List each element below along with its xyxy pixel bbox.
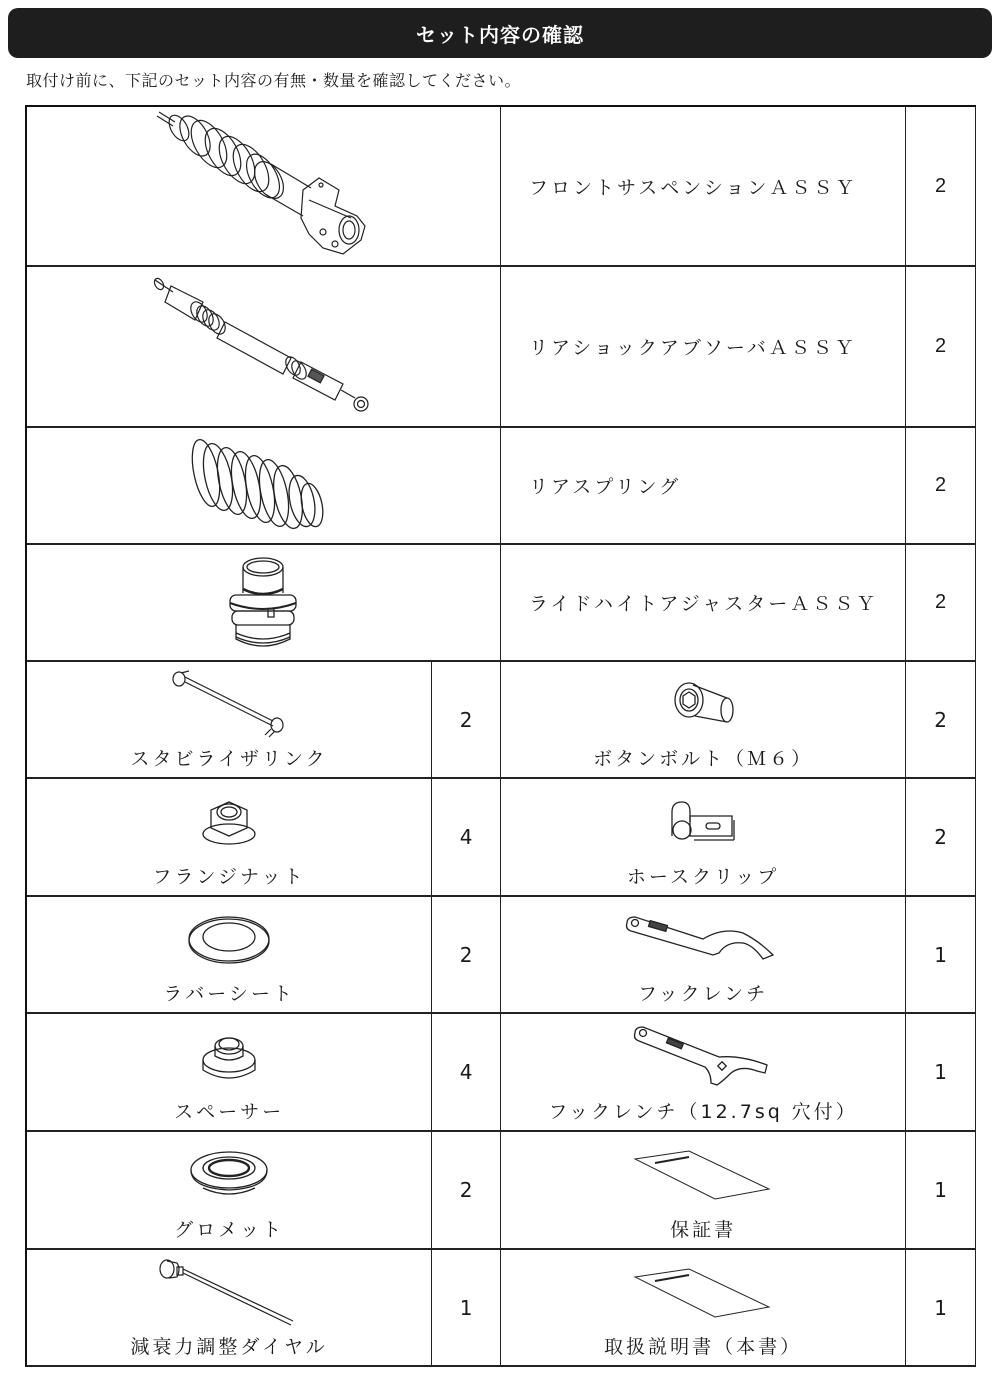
item-quantity: 2 — [906, 267, 976, 426]
grommet-illustration — [189, 1150, 269, 1200]
table-row — [27, 545, 976, 662]
item-name: リアショックアブソーバＡＳＳＹ — [501, 267, 906, 426]
item-quantity: 2 — [432, 662, 501, 777]
item-cell — [27, 1014, 432, 1130]
item-cell — [27, 662, 432, 777]
item-name: ラバーシート — [163, 983, 295, 1005]
item-name: 減衰力調整ダイヤル — [130, 1336, 328, 1358]
item-cell — [27, 897, 432, 1012]
item-name: 取扱説明書（本書） — [604, 1336, 803, 1358]
rubber-seat-illustration — [187, 915, 271, 965]
item-name: グロメット — [174, 1219, 285, 1241]
stabilizer-link-illustration — [169, 669, 289, 741]
item-quantity: 1 — [906, 1014, 976, 1130]
section-title-bar — [8, 8, 992, 58]
front-suspension-assy-illustration — [143, 106, 383, 266]
item-cell — [27, 1132, 432, 1248]
table-row — [27, 779, 976, 897]
table-row — [27, 428, 976, 545]
intro-text: 取付け前に、下記のセット内容の有無・数量を確認してください。 — [26, 71, 522, 90]
table-row — [27, 897, 976, 1014]
table-row — [27, 267, 976, 428]
item-name: スペーサー — [174, 1101, 285, 1123]
item-name: フックレンチ（12.7sq 穴付） — [548, 1101, 858, 1123]
table-row — [27, 1132, 976, 1250]
section-title: セット内容の確認 — [416, 22, 584, 47]
manual-document-illustration — [633, 1267, 773, 1319]
button-bolt-illustration — [671, 680, 735, 730]
item-image-cell — [27, 267, 501, 426]
item-name: リアスプリング — [501, 428, 906, 543]
item-name: フロントサスペンションＡＳＳＹ — [501, 107, 906, 265]
item-quantity: 2 — [906, 545, 976, 660]
ride-height-adjuster-assy-illustration — [218, 553, 308, 653]
item-name: フックレンチ — [637, 983, 769, 1005]
item-image-cell — [27, 428, 501, 543]
item-image-cell — [27, 545, 501, 660]
item-quantity: 2 — [906, 779, 976, 895]
hook-wrench-illustration — [623, 915, 783, 965]
flange-nut-illustration — [201, 798, 257, 846]
item-quantity: 1 — [432, 1250, 501, 1365]
table-row — [27, 1014, 976, 1132]
item-quantity: 2 — [906, 662, 976, 777]
item-name: フランジナット — [152, 866, 306, 888]
item-name: ホースクリップ — [626, 866, 780, 888]
parts-checklist-table — [25, 105, 976, 1367]
item-image-cell — [27, 107, 501, 265]
item-cell — [501, 1250, 906, 1365]
item-cell — [501, 662, 906, 777]
item-cell — [501, 1014, 906, 1130]
item-name: 保証書 — [670, 1219, 737, 1241]
table-row — [27, 662, 976, 779]
item-quantity: 4 — [432, 779, 501, 895]
item-name: ボタンボルト（Ｍ６） — [593, 748, 814, 770]
hook-wrench-square-hole-illustration — [631, 1025, 775, 1089]
item-name: スタビライザリンク — [130, 748, 328, 770]
item-cell — [501, 897, 906, 1012]
item-quantity: 1 — [906, 1250, 976, 1365]
item-quantity: 2 — [906, 107, 976, 265]
item-quantity: 4 — [432, 1014, 501, 1130]
warranty-document-illustration — [633, 1149, 773, 1201]
damping-adjust-dial-illustration — [159, 1259, 299, 1327]
item-quantity: 1 — [906, 1132, 976, 1248]
item-cell — [27, 779, 432, 895]
item-quantity: 2 — [432, 897, 501, 1012]
spacer-illustration — [201, 1032, 257, 1082]
table-row — [27, 1250, 976, 1367]
item-name: ライドハイトアジャスターＡＳＳＹ — [501, 545, 906, 660]
item-quantity: 1 — [906, 897, 976, 1012]
item-cell — [501, 779, 906, 895]
item-quantity: 2 — [906, 428, 976, 543]
rear-spring-illustration — [188, 433, 338, 539]
table-row — [27, 107, 976, 267]
hose-clip-illustration — [668, 800, 738, 844]
rear-shock-absorber-assy-illustration — [143, 272, 383, 422]
item-cell — [501, 1132, 906, 1248]
item-cell — [27, 1250, 432, 1365]
item-quantity: 2 — [432, 1132, 501, 1248]
